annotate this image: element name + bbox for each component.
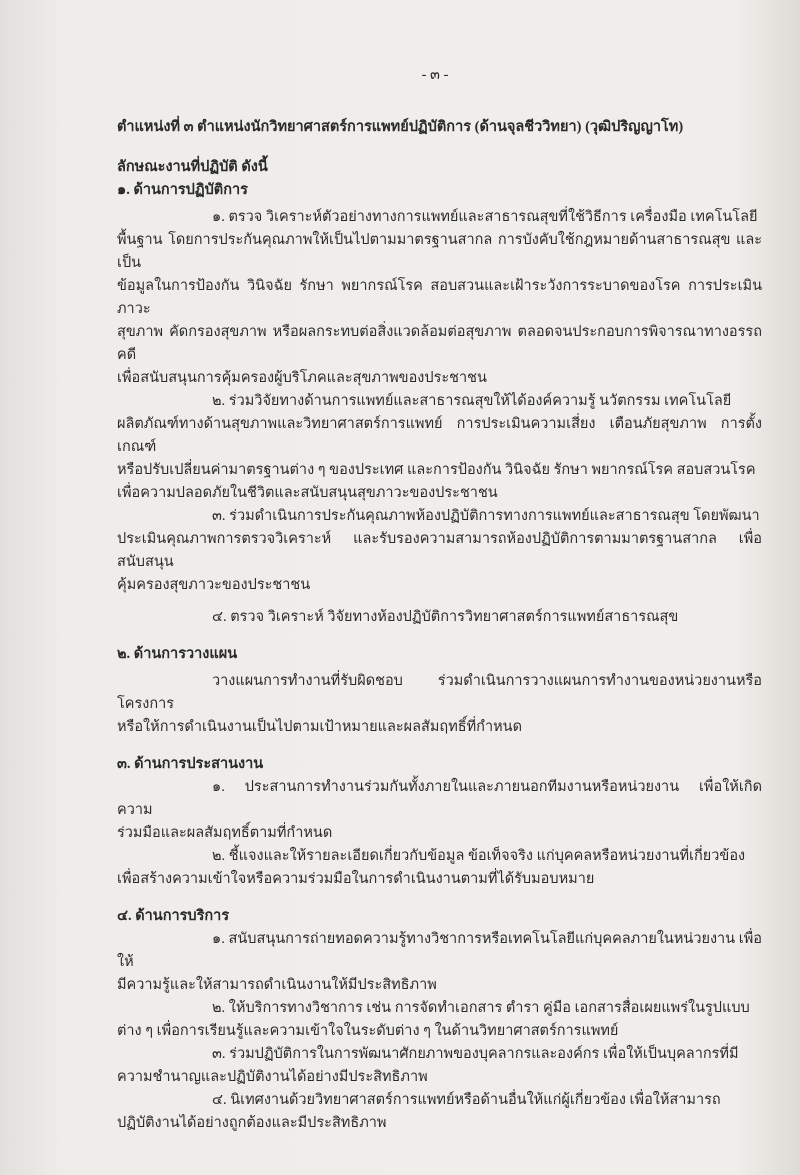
paragraph-line: ๔. ตรวจ วิเคราะห์ วิจัยทางห้องปฏิบัติการวิทยาศาสตร์การแพทย์สาธารณสุข bbox=[212, 609, 679, 625]
duties-intro: ลักษณะงานที่ปฏิบัติ ดังนี้ bbox=[117, 159, 268, 175]
paragraph-line: มีความรู้และให้สามารถดำเนินงานให้มีประสิทธิภาพ bbox=[117, 977, 437, 993]
paragraph-line: ต่าง ๆ เพื่อการเรียนรู้และความเข้าใจในระดับต่าง ๆ ในด้านวิทยาศาสตร์การแพทย์ bbox=[117, 1023, 619, 1039]
paragraph-line: ปฏิบัติงานได้อย่างถูกต้องและมีประสิทธิภาพ bbox=[117, 1115, 387, 1131]
paragraph-line: พื้นฐาน โดยการประกันคุณภาพให้เป็นไปตามมาตรฐานสากล การบังคับใช้กฎหมายด้านสาธารณสุข และเป็น bbox=[117, 232, 762, 271]
paragraph-line: ๒. ให้บริการทางวิชาการ เช่น การจัดทำเอกสาร ตำรา คู่มือ เอกสารสื่อเผยแพร่ในรูปแบบ bbox=[212, 1000, 750, 1016]
paragraph-line: ร่วมมือและผลสัมฤทธิ์ตามที่กำหนด bbox=[117, 825, 333, 841]
paragraph-line: คุ้มครองสุขภาวะของประชาชน bbox=[117, 577, 311, 593]
paragraph-line: ๒. ชี้แจงและให้รายละเอียดเกี่ยวกับข้อมูล ข้อเท็จจริง แก่บุคคลหรือหน่วยงานที่เกี่ยวข้อง bbox=[212, 848, 746, 864]
paragraph-line: ๑. ตรวจ วิเคราะห์ตัวอย่างทางการแพทย์และสาธารณสุขที่ใช้วิธีการ เครื่องมือ เทคโนโลยี bbox=[212, 209, 758, 225]
page-number: - ๓ - bbox=[421, 67, 449, 83]
paragraph-line: ๑. สนับสนุนการถ่ายทอดความรู้ทางวิชาการหรือเทคโนโลยีแก่บุคคลภายในหน่วยงาน เพื่อให้ bbox=[117, 931, 762, 970]
paragraph-line: ๑. ประสานการทำงานร่วมกันทั้งภายในและภายนอกทีมงานหรือหน่วยงาน เพื่อให้เกิดความ bbox=[117, 779, 762, 818]
paragraph-line: ๔. นิเทศงานด้วยวิทยาศาสตร์การแพทย์หรือด้านอื่นให้แก่ผู้เกี่ยวข้อง เพื่อให้สามารถ bbox=[212, 1092, 721, 1108]
paragraph-line: สุขภาพ คัดกรองสุขภาพ หรือผลกระทบต่อสิ่งแวดล้อมต่อสุขภาพ ตลอดจนประกอบการพิจารณาทางอรรถคดี bbox=[117, 324, 762, 363]
paragraph-line: ประเมินคุณภาพการตรวจวิเคราะห์ และรับรองความสามารถห้องปฏิบัติการตามมาตรฐานสากล เพื่อสนับสนุน bbox=[117, 531, 762, 570]
position-title: ตำแหน่งที่ ๓ ตำแหน่งนักวิทยาศาสตร์การแพทย์ปฏิบัติการ (ด้านจุลชีววิทยา) (วุฒิปริญญาโท) bbox=[117, 119, 684, 135]
paragraph-line: ความชำนาญและปฏิบัติงานได้อย่างมีประสิทธิภาพ bbox=[117, 1069, 428, 1085]
paragraph-line: เพื่อสร้างความเข้าใจหรือความร่วมมือในการดำเนินงานตามที่ได้รับมอบหมาย bbox=[117, 871, 595, 887]
section-heading-planning: ๒. ด้านการวางแผน bbox=[117, 646, 238, 662]
paragraph-line: หรือปรับเปลี่ยนค่ามาตรฐานต่าง ๆ ของประเทศ และการป้องกัน วินิจฉัย รักษา พยากรณ์โรค สอบสวนโรค bbox=[117, 462, 756, 478]
paragraph-line: หรือให้การดำเนินงานเป็นไปตามเป้าหมายและผลสัมฤทธิ์ที่กำหนด bbox=[117, 719, 522, 735]
paragraph-line: ๓. ร่วมดำเนินการประกันคุณภาพห้องปฏิบัติการทางการแพทย์และสาธารณสุข โดยพัฒนา bbox=[212, 508, 760, 524]
section-heading-operations: ๑. ด้านการปฏิบัติการ bbox=[117, 182, 248, 198]
paragraph-line: วางแผนการทำงานที่รับผิดชอบ ร่วมดำเนินการวางแผนการทำงานของหน่วยงานหรือโครงการ bbox=[117, 673, 762, 712]
paragraph-line: ผลิตภัณฑ์ทางด้านสุขภาพและวิทยาศาสตร์การแพทย์ การประเมินความเสี่ยง เตือนภัยสุขภาพ การตั้งเกณฑ์ bbox=[117, 416, 762, 455]
section-heading-service: ๔. ด้านการบริการ bbox=[117, 908, 230, 924]
paragraph-line: ข้อมูลในการป้องกัน วินิจฉัย รักษา พยากรณ์โรค สอบสวนและเฝ้าระวังการระบาดของโรค การประเมินภาวะ bbox=[117, 278, 762, 317]
paragraph-line: ๓. ร่วมปฏิบัติการในการพัฒนาศักยภาพของบุคลากรและองค์กร เพื่อให้เป็นบุคลากรที่มี bbox=[212, 1046, 739, 1062]
paragraph-line: เพื่อความปลอดภัยในชีวิตและสนับสนุนสุขภาวะของประชาชน bbox=[117, 485, 498, 501]
paragraph-line: เพื่อสนับสนุนการคุ้มครองผู้บริโภคและสุขภาพของประชาชน bbox=[117, 370, 487, 386]
section-heading-coordination: ๓. ด้านการประสานงาน bbox=[117, 756, 264, 772]
paragraph-line: ๒. ร่วมวิจัยทางด้านการแพทย์และสาธารณสุขให้ได้องค์ความรู้ นวัตกรรม เทคโนโลยี bbox=[212, 393, 732, 409]
